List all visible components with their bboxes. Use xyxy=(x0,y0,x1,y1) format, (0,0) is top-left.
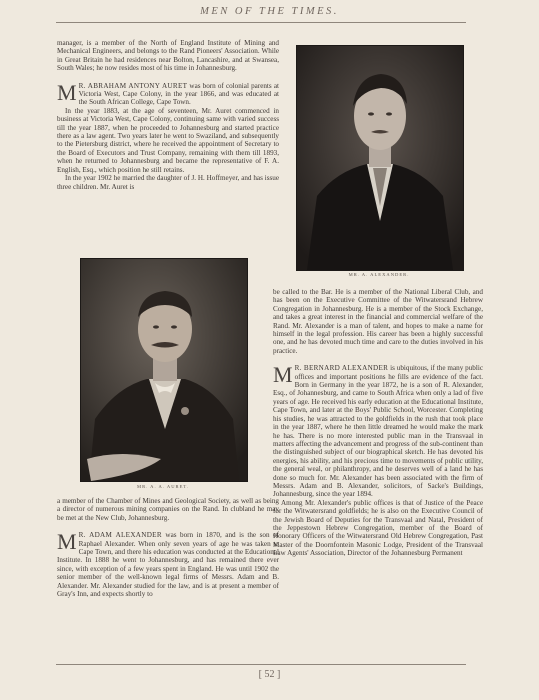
paragraph: a member of the Chamber of Mines and Geological Society, as well as being a director of numerous mining companies on the Rand. In clubland he may be met at the New Club, Johannesburg. xyxy=(57,497,279,522)
top-rule xyxy=(56,22,466,23)
paragraph: be called to the Bar. He is a member of the National Liberal Club, and has been on the Executive Committee of the Witwatersrand Hebrew Congregation in Johannesburg. He is a member of the Stock Exchange, and takes a great interest in the financial and commercial welfare of the Rand. Mr. Alexander is a man of talent, and hopes to make a name for himself in the legal profession. His career has been a highly successful one, and he has devoted much time and care to the duties involved in his practice. xyxy=(273,288,483,355)
drop-cap: M xyxy=(57,529,77,555)
auret-intro-paragraph xyxy=(57,79,279,107)
page-number: [ 52 ] xyxy=(258,669,281,680)
paragraph-text: was born in 1870, and is the son of Raphael Alexander. When only seven years of age he was taken to Cape Town, and there his education was conducted at the Educational Institute. In 1888 he went to Johannesburg, and has remained there ever since, with exception of a few years spent in England. He was until 1902 the senior member of the well-known legal firms of Messrs. Adam and B. Alexander. Mr. Alexander studied for the law, and is at present a member of Gray's Inn, and expects shortly to xyxy=(57,531,279,599)
col2-text xyxy=(273,288,483,558)
portrait-illustration xyxy=(297,46,463,270)
photo-caption: MR. A. ALEXANDER. xyxy=(348,272,410,277)
col1-bottom-text xyxy=(57,497,279,598)
paragraph-text: was born of colonial parents at Victoria West, Cape Colony, in the year 1866, and was educated at the South African College, Cape Town. xyxy=(78,81,279,107)
portrait-photo-auret xyxy=(80,258,248,482)
adam-intro-paragraph xyxy=(57,531,279,598)
drop-cap: M xyxy=(273,362,293,388)
person-name: R. BERNARD ALEXANDER xyxy=(294,364,389,373)
person-name: R. ADAM ALEXANDER xyxy=(78,531,162,540)
paragraph-text: is ubiquitous, if the many public offices and important positions he fills are evidence of the fact. Born in Germany in the year 1872, he is a son of R. Alexander, Esq., of Johannesburg, and came to South Africa when only a lad of five years of age. He received his early education at the Educational Institute, Cape Town, and later at the Boys' Public School, Worcester. Completing his studies, he was attracted to the goldfields in the rush that took place in the year 1887, where he then little dreamed he would make the mark he has. There is no more interested public man in the Transvaal in matters affecting the advancement and progress of the sub-continent than the distinguished subject of our biographical sketch. He has devoted his energies, his ability, and his precious time to movements of public utility, the general weal, or philanthropy, and he deserves well of a land he has done so much for. Mr. Alexander has been associated with the firm of Messrs. Adam and B. Alexander, solicitors, of Sacke's Buildings, Johannesburg, since the year 1894. xyxy=(273,364,483,499)
portrait-photo-alexander xyxy=(296,45,464,271)
paragraph: In the year 1902 he married the daughter of J. H. Hoffmeyer, and has issue three children. Mr. Auret is xyxy=(57,174,279,191)
drop-cap: M xyxy=(57,79,77,105)
paragraph: Among Mr. Alexander's public offices is that of Justice of the Peace for the Witwatersrand goldfields; he is also on the Executive Council of the Jewish Board of Deputies for the Transvaal and Natal, President of the Jeppestown Hebrew Congregation, member of the Board of Honorary Officers of the Witwatersrand Old Hebrew Congregation, Past Master of the Doornfontein Masonic Lodge, President of the Transvaal Law Agents' Association, Director of the Johannesburg Permanent xyxy=(273,498,483,558)
paragraph: manager, is a member of the North of England Institute of Mining and Mechanical Engineers, and belongs to the Rand Pioneers' Association. While in Great Britain he had residences near Bolton, Lancashire, and at Swansea, South Wales; he now resides most of his time in Johannesburg. xyxy=(57,39,279,73)
bottom-rule xyxy=(56,664,466,665)
running-head: MEN OF THE TIMES. xyxy=(200,6,339,17)
bernard-intro-paragraph xyxy=(273,364,483,499)
photo-caption: MR. A. A. AURET. xyxy=(136,484,190,489)
portrait-illustration xyxy=(81,259,247,481)
person-name: R. ABRAHAM ANTONY AURET xyxy=(78,81,188,90)
col1-top-text xyxy=(57,39,279,191)
paragraph: In the year 1883, at the age of seventeen, Mr. Auret commenced in business at Victoria West, Cape Colony, continuing same with varied success till the year 1887, when he proceeded to Johannesburg and started practice there as a law agent. Two years later he went to Swaziland, and subsequently to the Pietersburg district, where he received the appointment of Secretary to the Board of Executors and Trust Company, remaining with them till 1893, when he returned to Johannesburg and became the representative of F. A. English, Esq., which position he still retains. xyxy=(57,106,279,174)
